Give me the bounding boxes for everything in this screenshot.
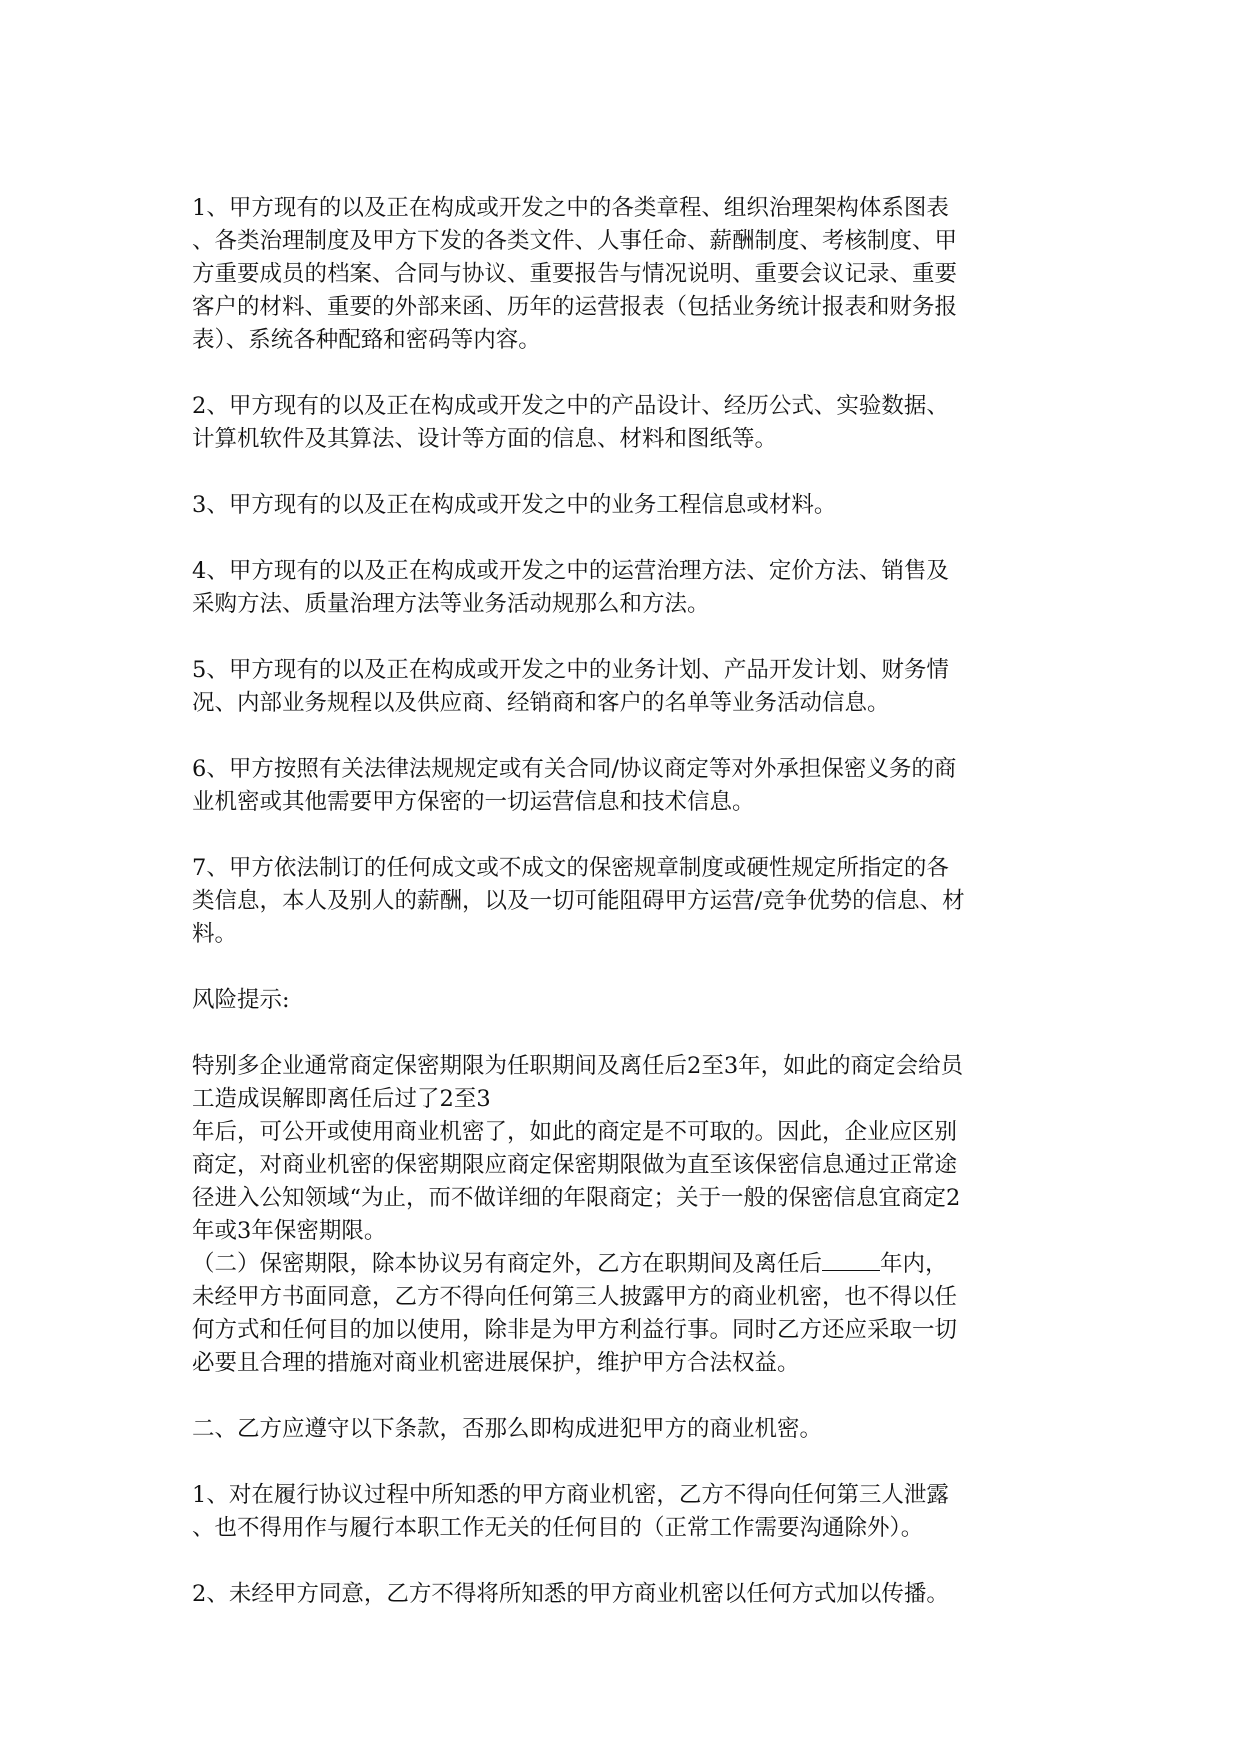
- section-two-heading: [192, 1413, 1052, 1446]
- text-line: 5、甲方现有的以及正在构成或开发之中的业务计划、产品开发计划、财务情: [192, 657, 949, 683]
- text-line: 、各类治理制度及甲方下发的各类文件、人事任命、薪酬制度、考核制度、甲: [192, 228, 958, 254]
- text-line: 方重要成员的档案、合同与协议、重要报告与情况说明、重要会议记录、重要: [192, 261, 958, 287]
- text-line: 商定，对商业机密的保密期限应商定保密期限做为直至该保密信息通过正常途: [192, 1152, 958, 1178]
- clause-item-1: [192, 192, 1052, 357]
- text-line: 2、未经甲方同意，乙方不得将所知悉的甲方商业机密以任何方式加以传播。: [192, 1581, 949, 1607]
- text-line: 7、甲方依法制订的任何成文或不成文的保密规章制度或硬性规定所指定的各: [192, 855, 949, 881]
- term-text-before: （二）保密期限，除本协议另有商定外，乙方在职期间及离任后: [192, 1251, 823, 1277]
- clause-item-6: [192, 753, 1052, 819]
- text-line: 年后，可公开或使用商业机密了，如此的商定是不可取的。因此，企业应区别: [192, 1119, 958, 1145]
- term-text-after: 年内，: [880, 1251, 948, 1277]
- text-line: 径进入公知领域“为止，而不做详细的年限商定；关于一般的保密信息宜商定2: [192, 1185, 961, 1211]
- clause-item-4: [192, 555, 1052, 621]
- confidentiality-term-line: [192, 1248, 1052, 1281]
- text-line: 何方式和任何目的加以使用，除非是为甲方利益行事。同时乙方还应采取一切: [192, 1317, 958, 1343]
- text-line: 客户的材料、重要的外部来函、历年的运营报表（包括业务统计报表和财务报: [192, 294, 958, 320]
- text-line: 二、乙方应遵守以下条款，否那么即构成进犯甲方的商业机密。: [192, 1416, 823, 1442]
- text-line: 、也不得用作与履行本职工作无关的任何目的（正常工作需要沟通除外）。: [192, 1515, 924, 1541]
- text-line: 表）、系统各种配臵和密码等内容。: [192, 327, 541, 353]
- text-line: 料。: [192, 921, 238, 947]
- text-line: 采购方法、质量治理方法等业务活动规那么和方法。: [192, 591, 710, 617]
- section-two-item-1: [192, 1479, 1052, 1545]
- text-line: 年或3年保密期限。: [192, 1218, 387, 1244]
- text-line: 3、甲方现有的以及正在构成或开发之中的业务工程信息或材料。: [192, 492, 837, 518]
- text-line: 必要且合理的措施对商业机密进展保护，维护甲方合法权益。: [192, 1350, 800, 1376]
- section-two-item-2: [192, 1578, 1052, 1611]
- text-line: 计算机软件及其算法、设计等方面的信息、材料和图纸等。: [192, 426, 778, 452]
- text-line: 况、内部业务规程以及供应商、经销商和客户的名单等业务活动信息。: [192, 690, 890, 716]
- term-years-blank[interactable]: [822, 1248, 880, 1271]
- text-line: 6、甲方按照有关法律法规规定或有关合同/协议商定等对外承担保密义务的商: [192, 756, 957, 782]
- clause-item-5: [192, 654, 1052, 720]
- text-line: 1、甲方现有的以及正在构成或开发之中的各类章程、组织治理架构体系图表: [192, 195, 949, 221]
- text-line: 工造成误解即离任后过了2至3: [192, 1086, 491, 1112]
- clause-item-2: [192, 390, 1052, 456]
- text-line: 2、甲方现有的以及正在构成或开发之中的产品设计、经历公式、实验数据、: [192, 393, 949, 419]
- risk-paragraph: [192, 1050, 1052, 1380]
- document-page: [192, 192, 1052, 1611]
- text-line: 特别多企业通常商定保密期限为任职期间及离任后2至3年，如此的商定会给员: [192, 1053, 964, 1079]
- text-line: 未经甲方书面同意，乙方不得向任何第三人披露甲方的商业机密，也不得以任: [192, 1284, 958, 1310]
- text-line: 风险提示:: [192, 987, 290, 1013]
- text-line: 4、甲方现有的以及正在构成或开发之中的运营治理方法、定价方法、销售及: [192, 558, 949, 584]
- clause-item-7: [192, 852, 1052, 951]
- text-line: 1、对在履行协议过程中所知悉的甲方商业机密，乙方不得向任何第三人泄露: [192, 1482, 949, 1508]
- risk-heading: [192, 984, 1052, 1017]
- text-line: 业机密或其他需要甲方保密的一切运营信息和技术信息。: [192, 789, 755, 815]
- clause-item-3: [192, 489, 1052, 522]
- text-line: 类信息，本人及别人的薪酬，以及一切可能阻碍甲方运营/竞争优势的信息、材: [192, 888, 965, 914]
